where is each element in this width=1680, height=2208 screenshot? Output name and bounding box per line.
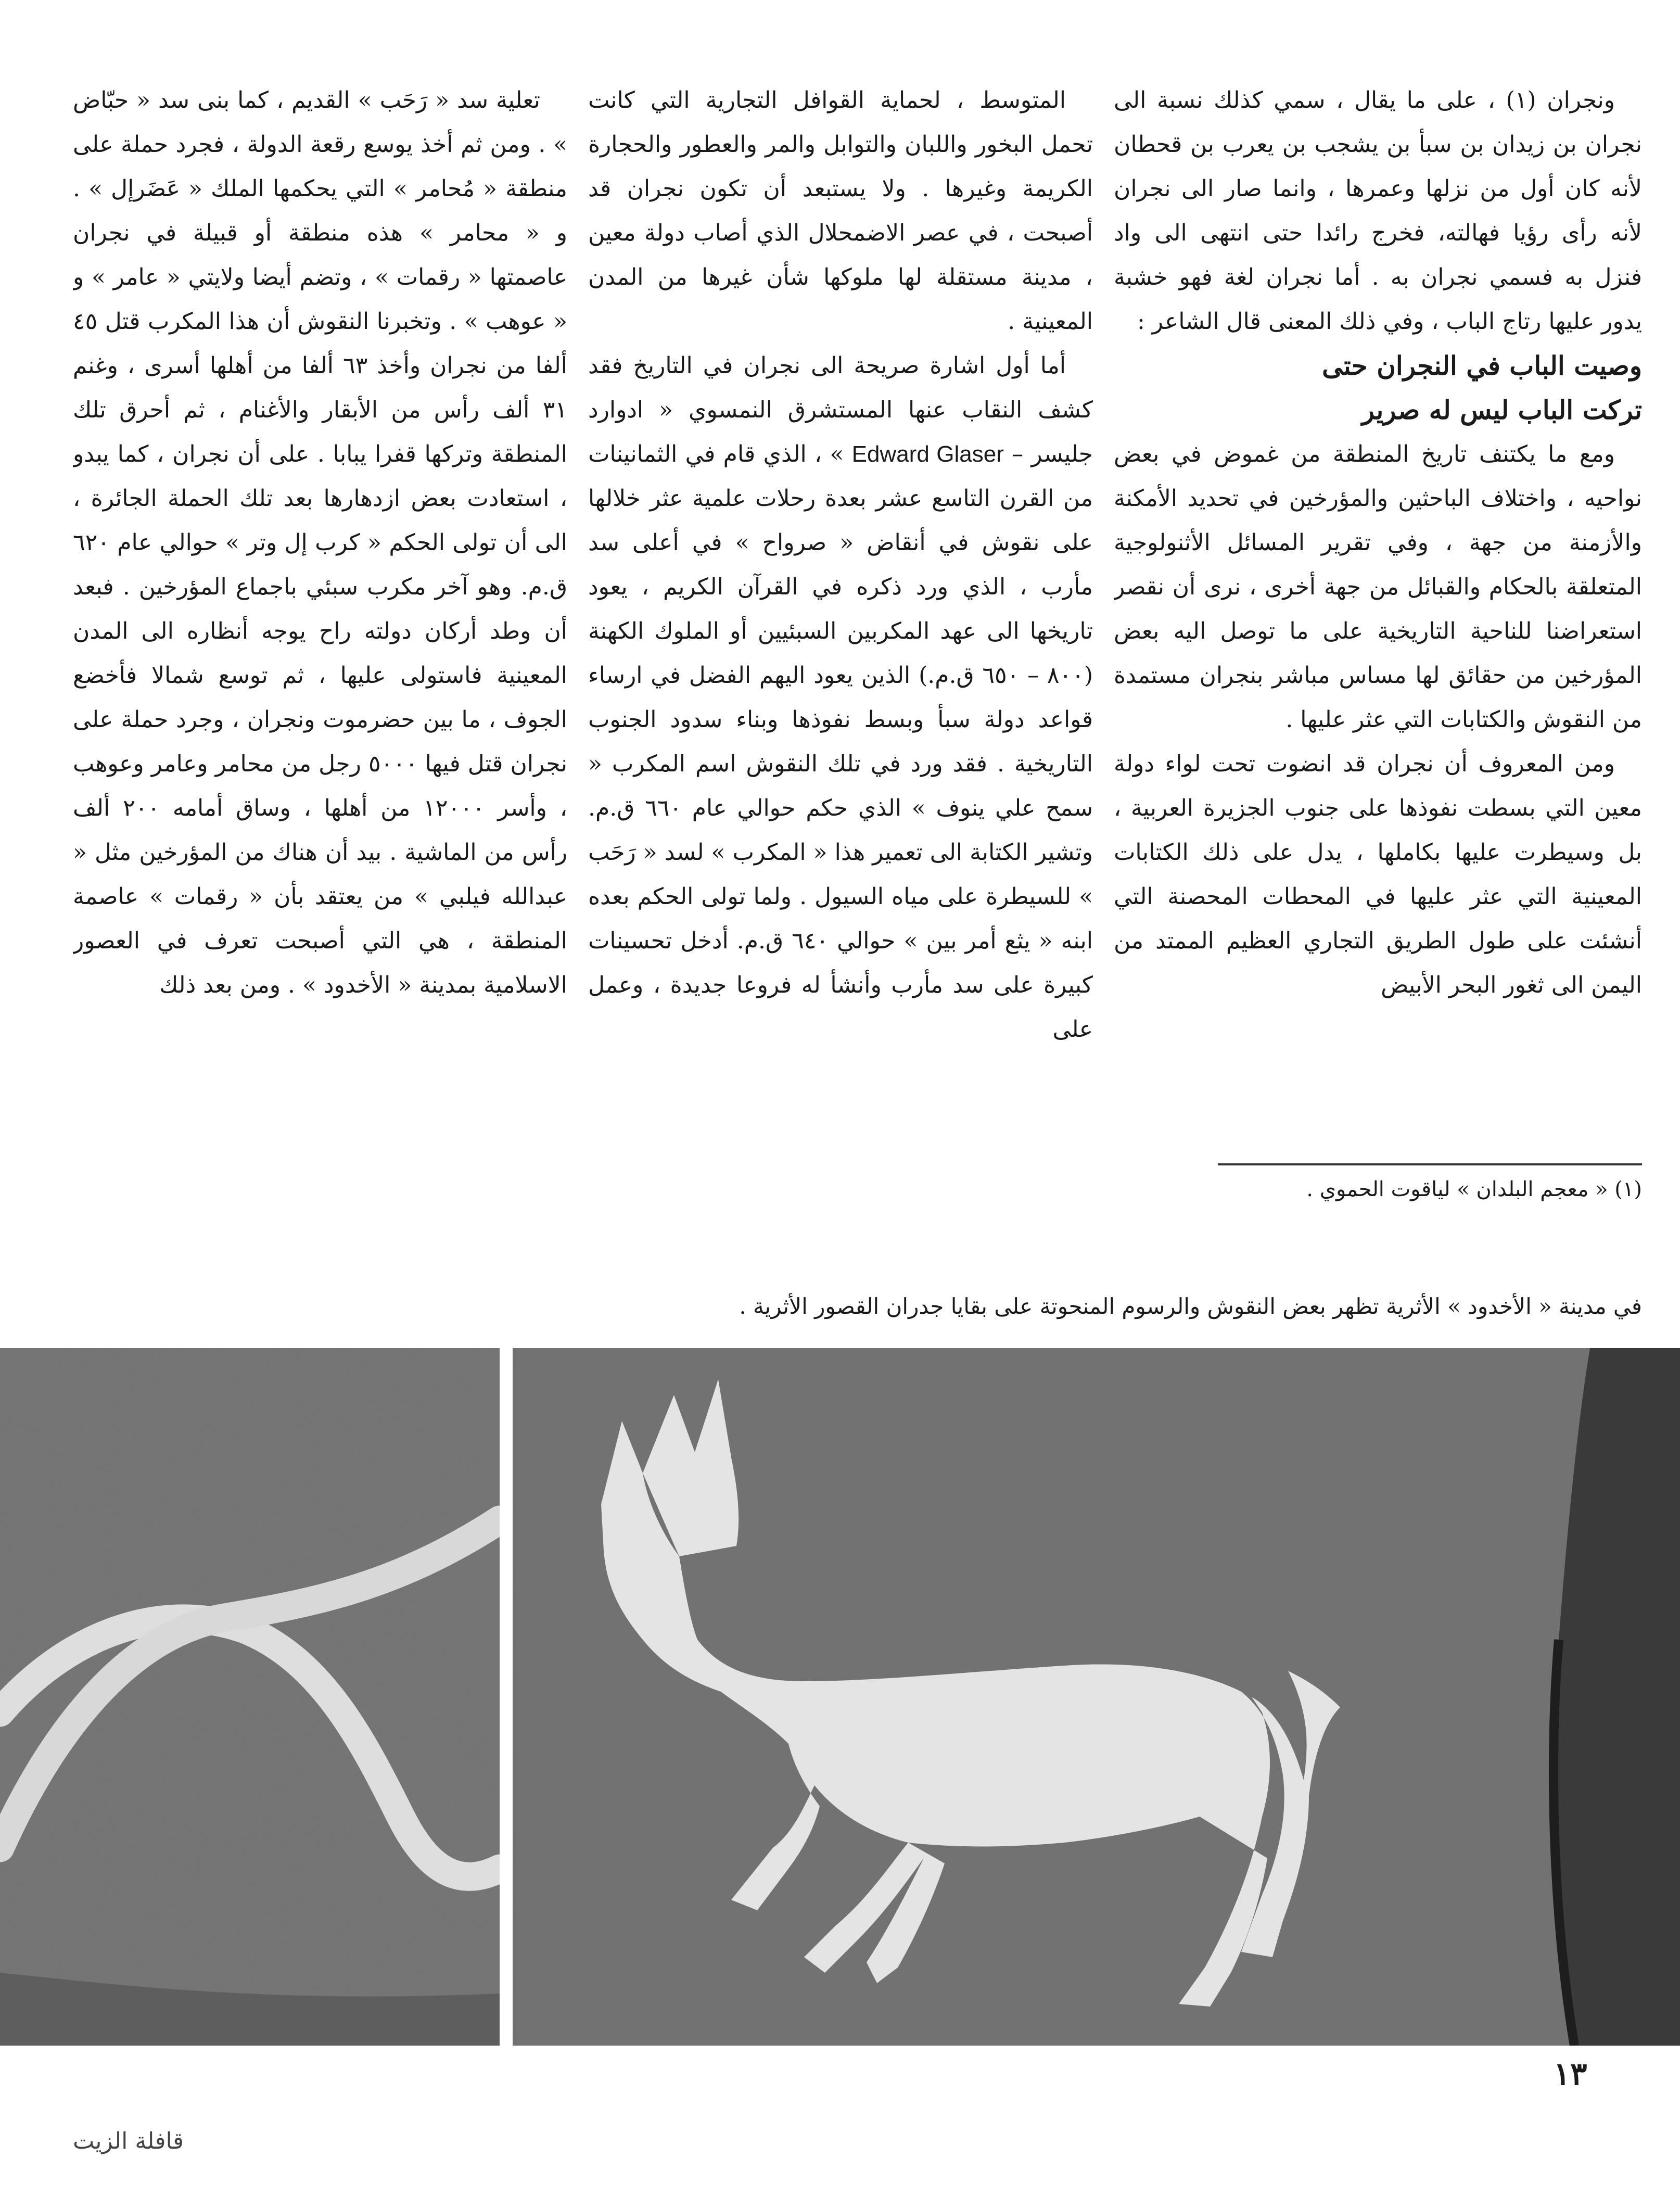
latin-name: Edward Glaser	[851, 441, 1004, 467]
footnote: (١) « معجم البلدان » لياقوت الحموي .	[1306, 1177, 1642, 1201]
text-column-middle	[588, 78, 1093, 1156]
verse-line: تركت الباب ليس له صرير	[1361, 395, 1642, 425]
paragraph: ومع ما يكتنف تاريخ المنطقة من غموض في بعض نواحيه ، واختلاف الباحثين والمؤرخين في تحديد الأمكنة والأزمنة من جهة ، وفي تقرير المسائل الأثنولوجية المتعلقة بالحكام والقبائل من جهة أخرى ، نرى أن نقصر استعراضنا للناحية التاريخية على ما توصل اليه بعض المؤرخين من حقائق لها مساس مباشر بنجران مستمدة من النقوش والكتابات التي عثر عليها .	[1114, 441, 1642, 733]
horse-carving-photo	[513, 1348, 1680, 2046]
rock-carving-photo-left	[0, 1348, 500, 2046]
paragraph: تعلية سد « رَحَب » القديم ، كما بنى سد « حبّاض » . ومن ثم أخذ يوسع رقعة الدولة ، فجرد حملة على منطقة « مُحامر » التي يحكمها الملك « عَضَرإل » . و « محامر » هذه منطقة أو قبيلة في نجران عاصمتها « رقمات » ، وتضم أيضا ولايتي « عامر » و « عوهب » . وتخبرنا النقوش أن هذا المكرب قتل ٤٥ ألفا من نجران وأخذ ٦٣ ألفا من أهلها أسرى ، وغنم ٣١ ألف رأس من الأبقار والأغنام ، ثم أحرق تلك المنطقة وتركها قفرا يبابا . على أن نجران ، كما يبدو ، استعادت بعض ازدهارها بعد تلك الحملة الجائرة ، الى أن تولى الحكم « كرب إل وتر » حوالي عام ٦٢٠ ق.م. وهو آخر مكرب سبئي باجماع المؤرخين . فبعد أن وطد أركان دولته راح يوجه أنظاره الى المدن المعينية فاستولى عليها ، ثم توسع شمالا فأخضع الجوف ، ما بين حضرموت ونجران ، وجرد حملة على نجران قتل فيها ٥٠٠٠ رجل من محامر وعامر وعوهب ، وأسر ١٢٠٠٠ من أهلها ، وساق أمامه ٢٠٠ ألف رأس من الماشية . بيد أن هناك من المؤرخين مثل « عبدالله فيلبي » من يعتقد بأن « رقمات » عاصمة المنطقة ، هي التي أصبحت تعرف في العصور الاسلامية بمدينة « الأخدود » . ومن بعد ذلك	[73, 87, 567, 998]
paragraph-fragment: أما أول اشارة صريحة الى نجران في التاريخ فقد كشف النقاب عنها المستشرق النمسوي « ادوارد جليسر –	[588, 352, 1093, 467]
photo-caption: في مدينة « الأخدود » الأثرية تظهر بعض النقوش والرسوم المنحوتة على بقايا جدران القصور الأثرية .	[739, 1293, 1642, 1319]
page-number: ١٣	[1554, 2056, 1587, 2092]
text-column-left	[73, 78, 567, 1156]
paragraph: ومن المعروف أن نجران قد انضوت تحت لواء دولة معين التي بسطت نفوذها على جنوب الجزيرة العربية ، بل وسيطرت عليها بكاملها ، يدل على ذلك الكتابات المعينية التي عثر عليها في المحطات المحصنة التي أنشئت على طول الطريق التجاري العظيم الممتد من اليمن الى ثغور البحر الأبيض	[1114, 751, 1642, 998]
paragraph: ونجران (١) ، على ما يقال ، سمي كذلك نسبة الى نجران بن زيدان بن سبأ بن يشجب بن يعرب بن قحطان لأنه كان أول من نزلها وعمرها ، وانما صار الى نجران لأنه رأى رؤيا فهالته، فخرج رائدا حتى انتهى الى واد فنزل به فسمي نجران به . أما نجران لغة فهو خشبة يدور عليها رتاج الباب ، وفي ذلك المعنى قال الشاعر :	[1114, 87, 1642, 335]
paragraph-fragment: » ، الذي قام في الثمانينات من القرن التاسع عشر بعدة رحلات علمية عثر خلالها على نقوش في أنقاض « صرواح » في أعلى سد مأرب ، الذي ورد ذكره في القرآن الكريم ، يعود تاريخها الى عهد المكربين السبئيين أو الملوك الكهنة (٨٠٠ – ٦٥٠ ق.م.) الذين يعود اليهم الفضل في ارساء قواعد دولة سبأ وبسط نفوذها وبناء سدود الجنوب التاريخية . فقد ورد في تلك النقوش اسم المكرب « سمح علي ينوف » الذي حكم حوالي عام ٦٦٠ ق.م. وتشير الكتابة الى تعمير هذا « المكرب » لسد « رَحَب » للسيطرة على مياه السيول . ولما تولى الحكم بعده ابنه « يثع أمر بين » حوالي ٦٤٠ ق.م. أدخل تحسينات كبيرة على سد مأرب وأنشأ له فروعا جديدة ، وعمل على	[588, 441, 1093, 1043]
paragraph: المتوسط ، لحماية القوافل التجارية التي كانت تحمل البخور واللبان والتوابل والمر والعطور والحجارة الكريمة وغيرها . ولا يستبعد أن تكون نجران قد أصبحت ، في عصر الاضمحلال الذي أصاب دولة معين ، مدينة مستقلة لها ملوكها شأن غيرها من المدن المعينية .	[588, 87, 1093, 335]
verse-line: وصيت الباب في النجران حتى	[1322, 350, 1642, 381]
text-column-right	[1114, 78, 1642, 1156]
footnote-divider	[1218, 1163, 1642, 1165]
paragraph	[588, 344, 1093, 1051]
magazine-name: قافلة الزيت	[73, 2128, 184, 2154]
